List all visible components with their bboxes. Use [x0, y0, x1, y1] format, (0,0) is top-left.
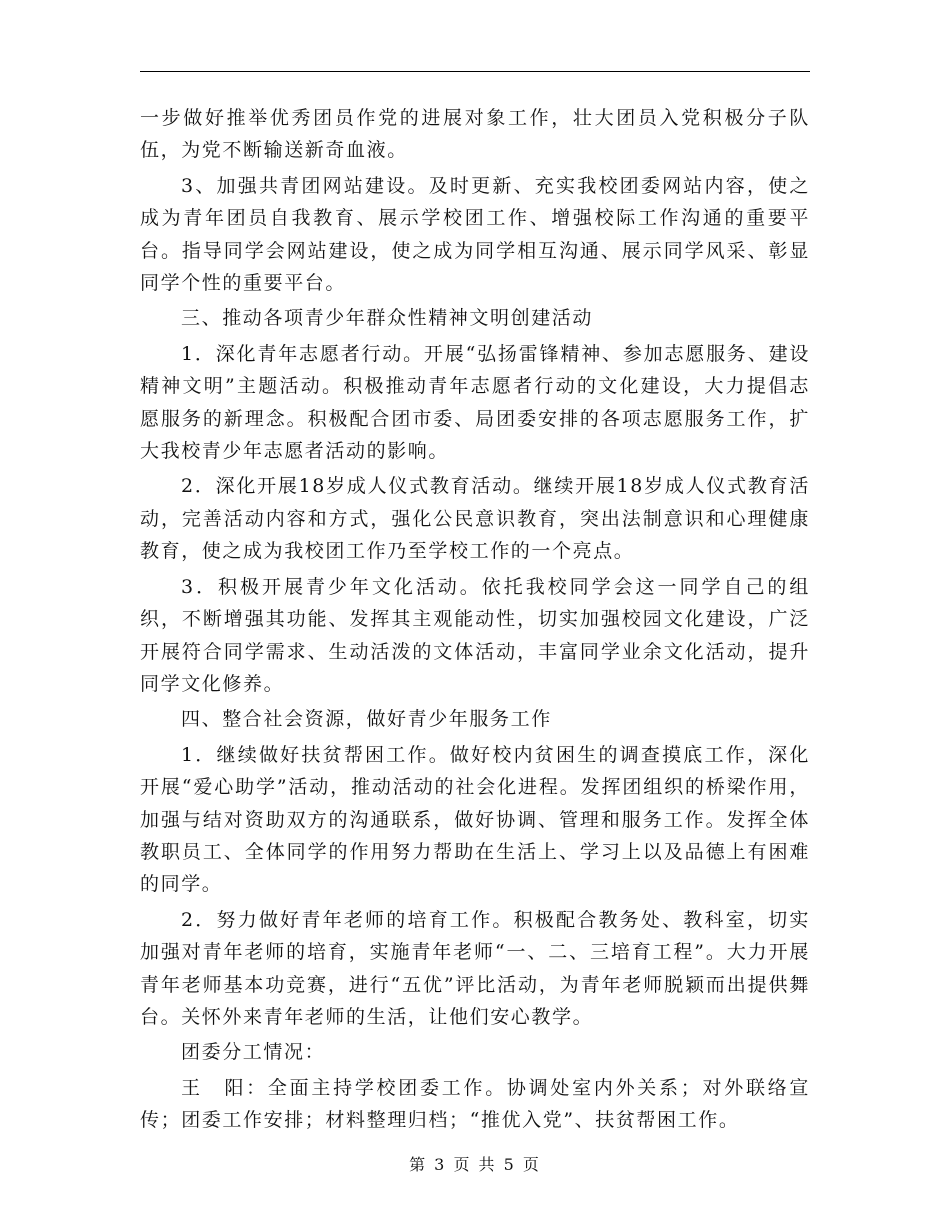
document-body	[140, 102, 810, 1140]
paragraph-wang-yang-duties: 王 阳：全面主持学校团委工作。协调处室内外关系；对外联络宣传；团委工作安排；材料整理归档；“推优入党”、扶贫帮困工作。	[140, 1076, 810, 1132]
paragraph-continuation: 一步做好推举优秀团员作党的进展对象工作，壮大团员入党积极分子队伍，为党不断输送新奇血液。	[140, 107, 810, 162]
paragraph-adult-ceremony: 2．深化开展18岁成人仪式教育活动。继续开展18岁成人仪式教育活动，完善活动内容和方式，强化公民意识教育，突出法制意识和心理健康教育，使之成为我校团工作乃至学校工作的一个亮点。	[140, 475, 810, 563]
header-rule	[140, 71, 810, 72]
section-heading-four: 四、整合社会资源，做好青少年服务工作	[181, 708, 552, 731]
paragraph-teacher-training: 2．努力做好青年老师的培育工作。积极配合教务处、教科室，切实加强对青年老师的培育，实施青年老师“一、二、三培育工程”。大力开展青年老师基本功竞赛，进行“五优”评比活动，为青年老师脱颖而出提供舞台。关怀外来青年老师的生活，让他们安心教学。	[140, 908, 810, 1028]
paragraph-website-building: 3、加强共青团网站建设。及时更新、充实我校团委网站内容，使之成为青年团员自我教育、展示学校团工作、增强校际工作沟通的重要平台。指导同学会网站建设，使之成为同学相互沟通、展示同学风采、彰显同学个性的重要平台。	[140, 174, 810, 295]
paragraph-division-heading: 团委分工情况：	[181, 1041, 326, 1064]
paragraph-volunteer-action: 1．深化青年志愿者行动。开展“弘扬雷锋精神、参加志愿服务、建设精神文明”主题活动。积极推动青年志愿者行动的文化建设，大力提倡志愿服务的新理念。积极配合团市委、局团委安排的各项志愿服务工作，扩大我校青少年志愿者活动的影响。	[140, 342, 810, 463]
section-heading-three: 三、推动各项青少年群众性精神文明创建活动	[181, 307, 594, 330]
paragraph-poverty-aid: 1．继续做好扶贫帮困工作。做好校内贫困生的调查摸底工作，深化开展“爱心助学”活动，推动活动的社会化进程。发挥团组织的桥梁作用，加强与结对资助双方的沟通联系，做好协调、管理和服务工作。发挥全体教职员工、全体同学的作用努力帮助在生活上、学习上以及品德上有困难的同学。	[140, 743, 810, 896]
paragraph-culture-activities: 3．积极开展青少年文化活动。依托我校同学会这一同学自己的组织，不断增强其功能、发挥其主观能动性，切实加强校园文化建设，广泛开展符合同学需求、生动活泼的文体活动，丰富同学业余文化活动，提升同学文化修养。	[140, 575, 810, 695]
page-number-footer: 第 3 页 共 5 页	[409, 1155, 541, 1174]
